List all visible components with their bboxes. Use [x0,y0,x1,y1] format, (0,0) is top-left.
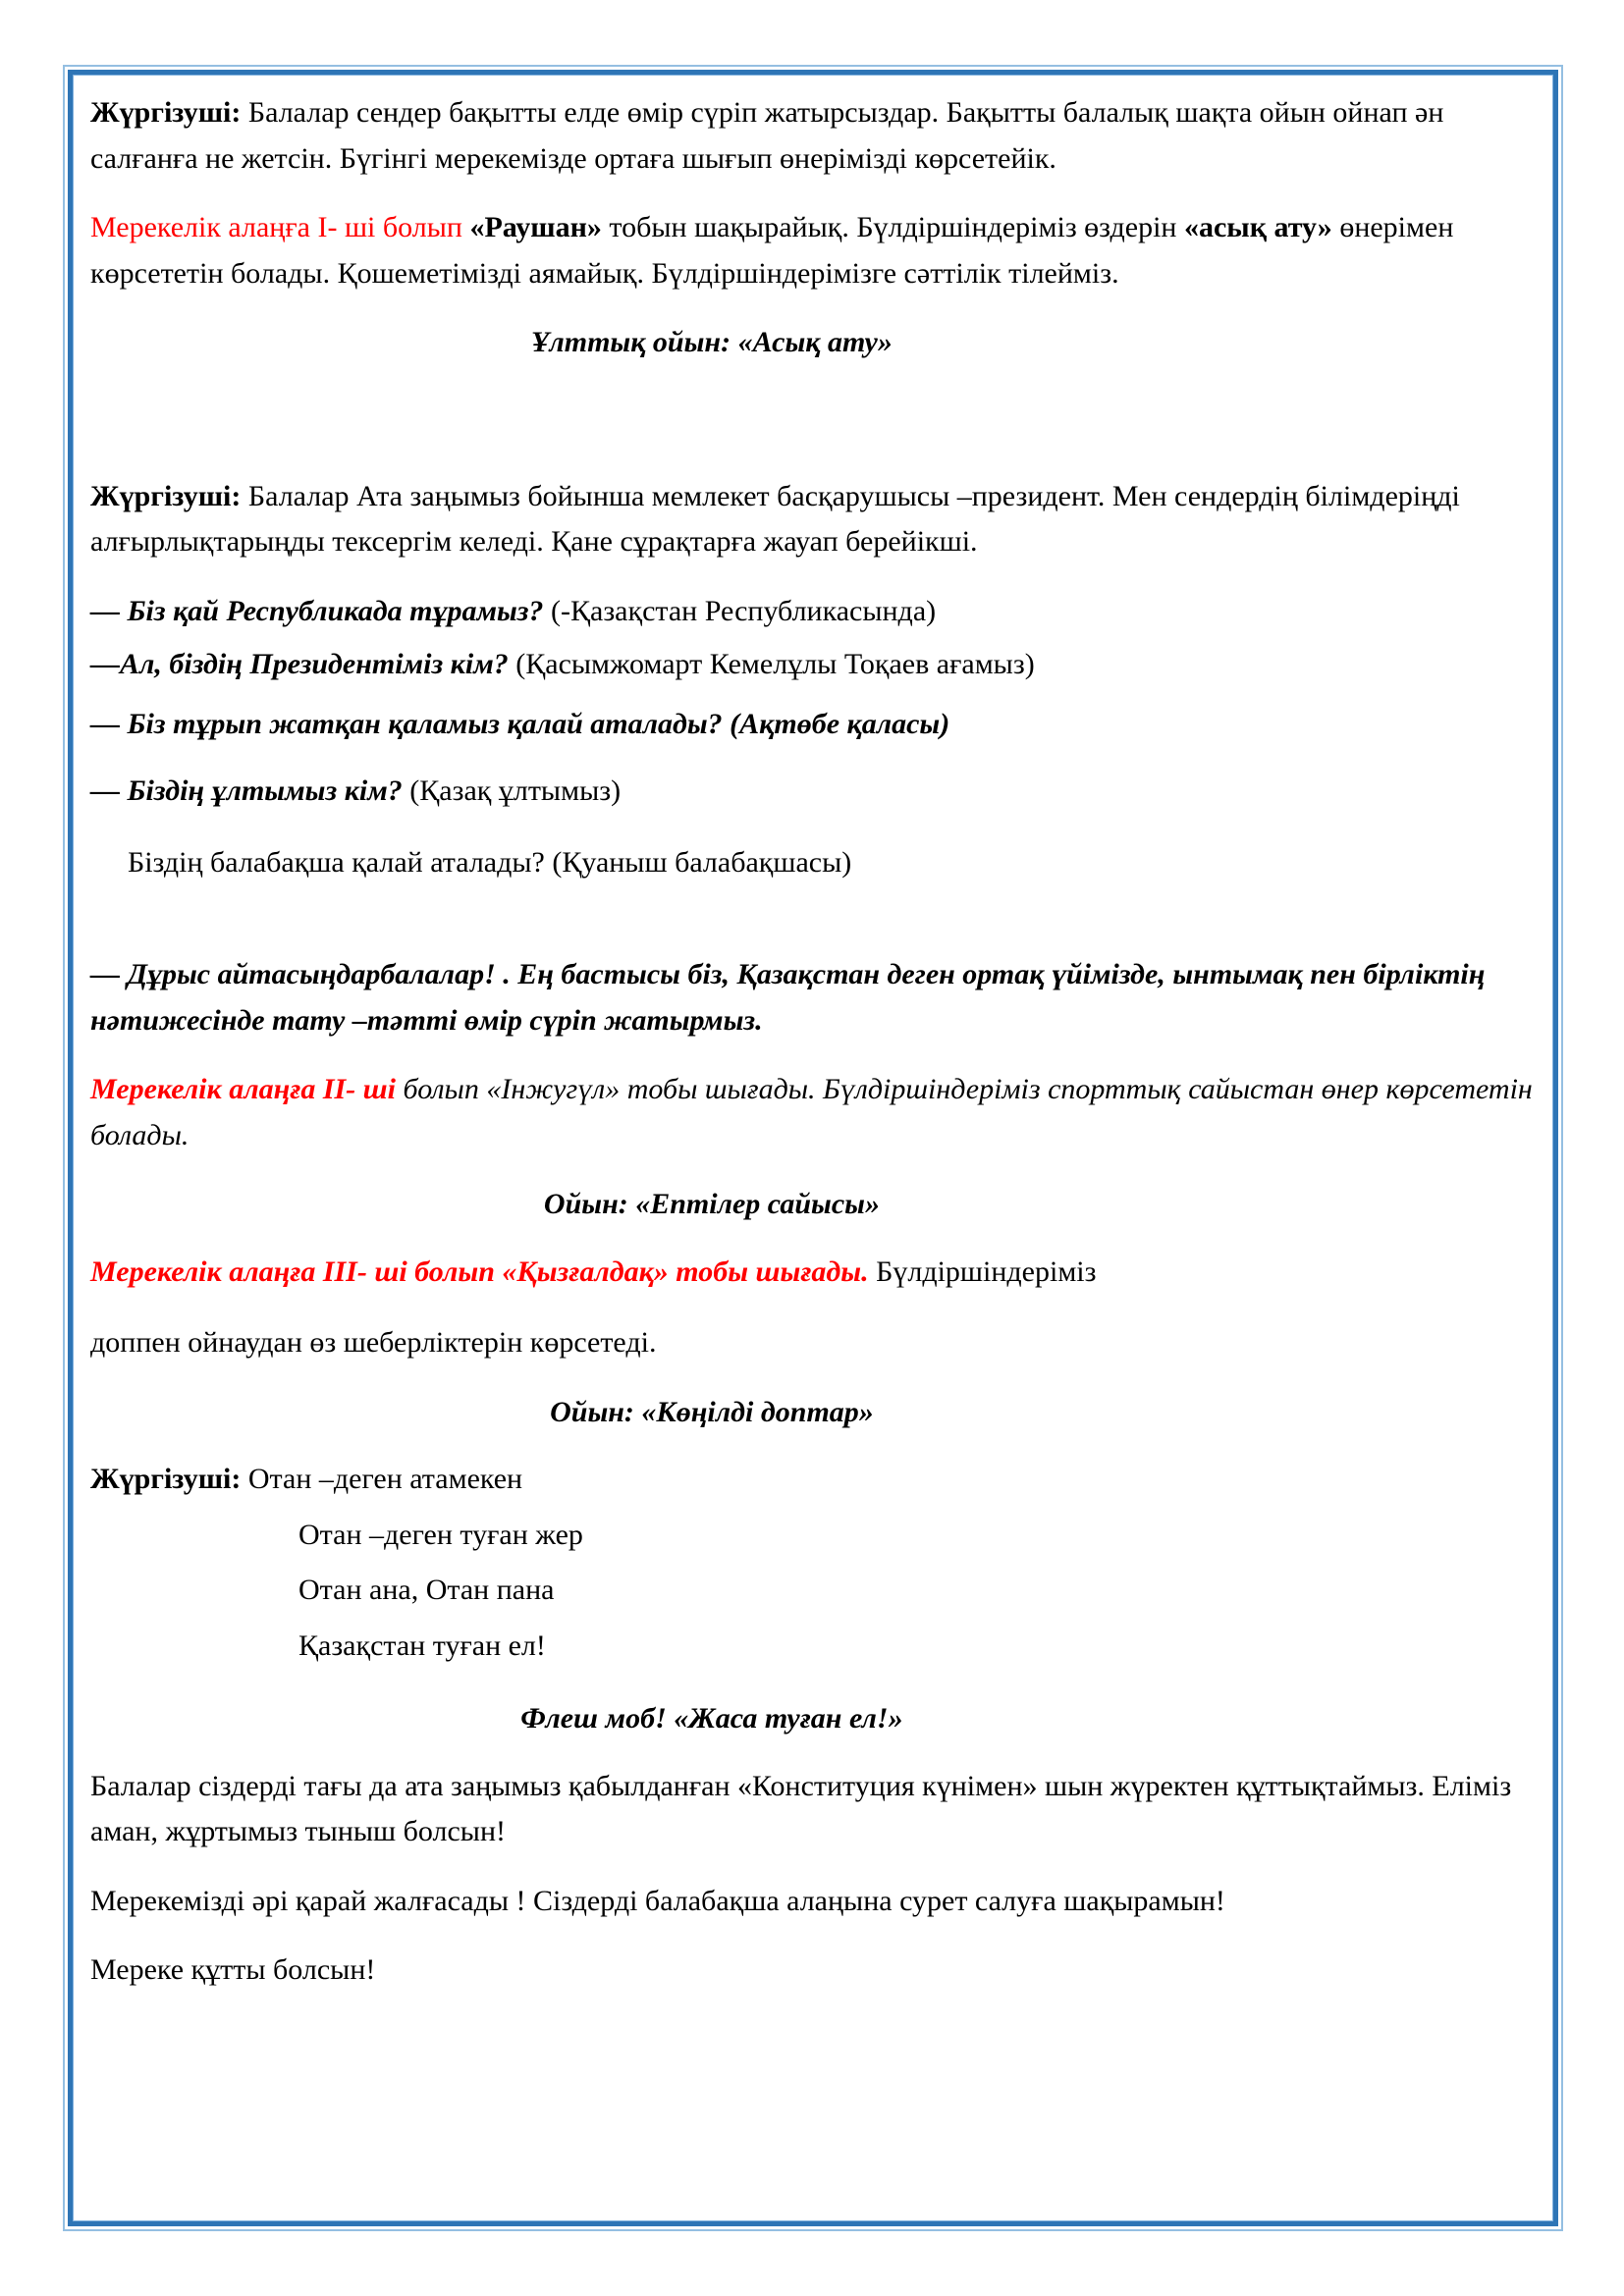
announce-group-1 [90,205,1536,296]
question-president [90,642,1536,688]
document-body [73,75,1553,2221]
heading-game-eptiler [90,1182,1333,1228]
text-run: (-Қазақстан Республикасында) [543,594,937,627]
closing-invite [90,1879,1536,1925]
text-run: Жүргізуші: [90,96,242,129]
page-border-outer [63,65,1563,2231]
host-intro [90,90,1536,182]
text-run: — Біз қай Республикада тұрамыз? [90,594,544,627]
text-run: Отан –деген туған жер [298,1518,583,1551]
text-run: Жүргізуші: [90,1463,242,1495]
host-questions-intro [90,474,1536,565]
text-run: — Дұрыс айтасыңдарбалалар! . Ең бастысы біз, Қазақстан деген ортақ үйімізде, ынтымақ пен бірліктің нәтижесінде тату –тәтті өмір сүріп жатырмыз. [90,958,1486,1037]
text-run: Балалар Ата заңымыз бойынша мемлекет басқарушысы –президент. Мен сендердің білімдеріңді алғырлықтарыңды тексергім келеді. Қане сұрақтарға жауап берейікші. [90,479,1460,558]
text-run: Мерекелік алаңға ІІ- ші [90,1073,404,1105]
poem-line-2 [298,1513,1536,1559]
closing-congrats [90,1764,1536,1855]
heading-flashmob [90,1696,1333,1742]
text-run: Отан –деген атамекен [241,1463,523,1495]
text-run: Балалар сіздерді тағы да ата заңымыз қабылданған «Конституция күнімен» шын жүректен құттықтаймыз. Еліміз аман, жұртымыз тыныш болсын! [90,1769,1512,1847]
text-run: «Раушан» [469,211,602,243]
poem-line-1 [90,1457,1536,1503]
question-kindergarten [128,840,1536,886]
spacer-3 [90,909,1536,952]
text-run: Отан ана, Отан пана [298,1574,555,1606]
text-run: Жүргізуші: [90,479,242,512]
spacer-1 [90,388,1536,431]
question-city [90,702,1536,748]
text-run: Ұлттық ойын: «Асық ату» [531,326,893,358]
page-border-inner [68,70,1558,2226]
text-run: Біздің балабақша қалай аталады? (Қуаныш балабақшасы) [128,845,852,879]
announce-group-3 [90,1250,1536,1296]
text-run: Мерекелік алаңға ІІІ- ші болып «Қызғалдақ» тобы шығады. [90,1255,869,1288]
text-run: «асық ату» [1183,211,1332,243]
text-run: Балалар сендер бақытты елде өмір сүріп жатырсыздар. Бақытты балалық шақта ойын ойнап ән салғанға не жетсін. Бүгінгі мерекемізде ортаға шығып өнерімізді көрсетейік. [90,96,1444,175]
text-run: Ойын: «Көңілді доптар» [550,1395,874,1428]
text-run: Флеш моб! «Жаса туған ел!» [520,1702,903,1735]
text-run: —Ал, біздің Президентіміз кім? [90,648,509,680]
text-run: Қазақстан туған ел! [298,1629,546,1662]
spacer-2 [90,431,1536,474]
text-run: (Қасымжомарт Кемелұлы Тоқаев ағамыз) [508,648,1035,680]
closing-wish [90,1948,1536,1994]
text-run: Мереке құтты болсын! [90,1953,376,1986]
text-run: Мерекелік алаңға І- ші болып [90,211,470,243]
text-run: Бүлдіршіндеріміз [868,1255,1097,1288]
announce-group-3-cont [90,1320,1536,1366]
question-republic [90,589,1536,635]
text-run: Ойын: «Ептілер сайысы» [543,1188,880,1220]
question-nation [90,769,1536,815]
text-run: — Біз тұрып жатқан қаламыз қалай аталады? (Ақтөбе қаласы) [90,707,950,740]
text-run: өнерімен көрсететін болады. Қошеметімізді аямайық. Бүлдіршіндерімізге сәттілік тілейміз. [90,211,1454,290]
heading-game-dopar [90,1390,1333,1436]
text-run: тобын шақырайық. Бүлдіршіндеріміз өздерін [601,211,1184,243]
text-run: доппен ойнаудан өз шеберліктерін көрсетеді. [90,1326,657,1359]
text-run: Мерекемізді әрі қарай жалғасады ! Сіздерді балабақша алаңына сурет салуға шақырамын! [90,1884,1225,1917]
text-run: — Біздің ұлтымыз кім? [90,774,403,807]
host-praise [90,952,1536,1043]
text-run: болып «Інжугүл» тобы шығады. Бүлдіршіндеріміз спорттық сайыстан өнер көрсететін болады. [90,1073,1533,1151]
poem-line-3 [298,1568,1536,1614]
text-run: (Қазақ ұлтымыз) [402,774,622,807]
heading-game-asyk-atu [90,320,1333,366]
poem-line-4 [298,1624,1536,1670]
announce-group-2 [90,1067,1536,1158]
